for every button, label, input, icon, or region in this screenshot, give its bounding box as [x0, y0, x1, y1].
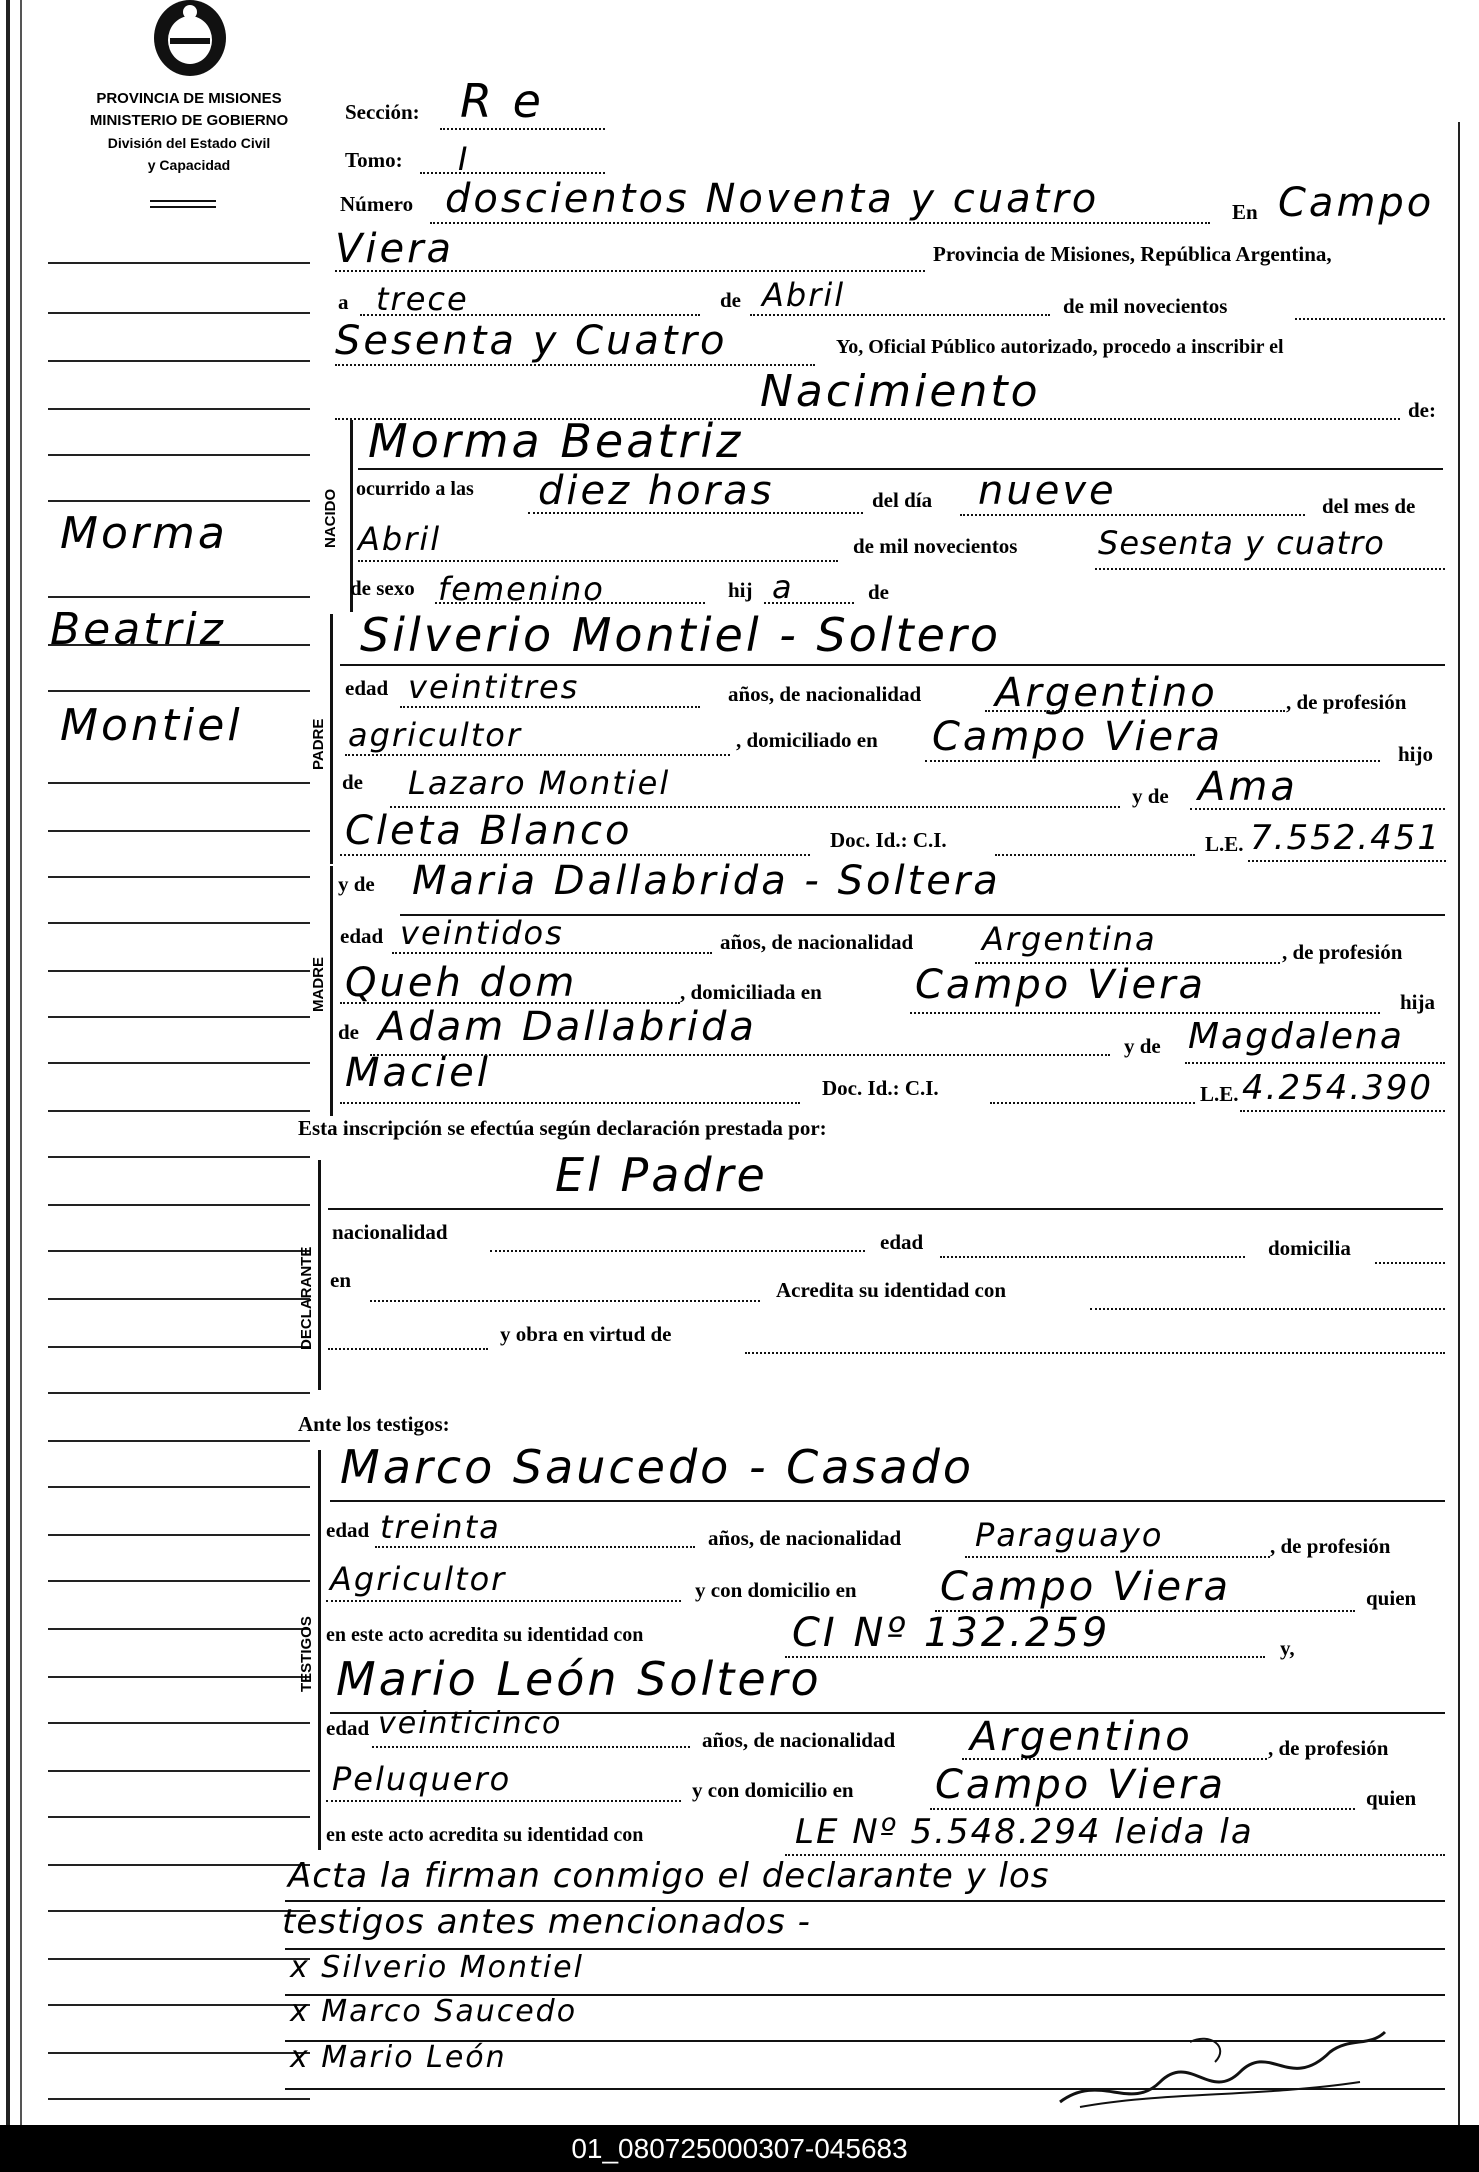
madre-edad-label: edad	[340, 924, 384, 948]
hora-value: diez horas	[538, 468, 775, 514]
margin-name-line1: Morma	[60, 508, 228, 559]
t1-edad-line	[375, 1546, 695, 1548]
cierre-line2: testigos antes mencionados -	[282, 1902, 811, 1942]
t1-dom-label: y con domicilio en	[695, 1578, 857, 1602]
t1-nombre-value: Marco Saucedo - Casado	[340, 1440, 974, 1494]
de2-label: de	[868, 580, 889, 604]
tomo-line	[420, 172, 605, 174]
t1-nac-line	[965, 1556, 1270, 1558]
hij-label: hij	[728, 578, 753, 602]
margin-name-line2: Beatriz	[50, 604, 226, 655]
declarante-obra-label: y obra en virtud de	[500, 1322, 672, 1346]
del-dia-label: del día	[872, 488, 933, 512]
t2-quien-label: quien	[1366, 1786, 1417, 1810]
padre-doc-label: Doc. Id.: C.I.	[830, 828, 947, 852]
t2-prof-value: Peluquero	[332, 1760, 512, 1798]
padre-edad-value: veintitres	[408, 668, 580, 706]
t1-acto-label: en este acto acredita su identidad con	[326, 1624, 644, 1646]
padre-dom-label: , domiciliado en	[736, 728, 878, 752]
header-ministry: MINISTERIO DE GOBIERNO	[89, 112, 289, 129]
t1-nombre-line	[330, 1500, 1445, 1502]
seccion-label: Sección:	[345, 100, 420, 124]
madre-label: MADRE	[310, 957, 327, 1012]
t1-doc-line	[785, 1656, 1265, 1658]
padre-doc-line	[995, 854, 1195, 856]
madre-dom-line	[910, 1012, 1380, 1014]
lugar-line	[335, 270, 925, 272]
a-label: a	[338, 290, 349, 314]
ante-label: Ante los testigos:	[298, 1412, 450, 1436]
inscripcion-label: Esta inscripción se efectúa según declaración prestada por:	[298, 1116, 827, 1140]
sexo-value: femenino	[438, 570, 605, 608]
declarante-obra-line1	[328, 1348, 488, 1350]
header-province: PROVINCIA DE MISIONES	[96, 90, 282, 107]
padre-le-value: 7.552.451	[1250, 818, 1442, 858]
t1-anos-label: años, de nacionalidad	[708, 1526, 902, 1550]
mes-nac-line	[358, 560, 838, 562]
header-capacity: y Capacidad	[147, 157, 231, 173]
acto-value: Nacimiento	[760, 366, 1041, 417]
padre-le-label: L.E.	[1205, 832, 1244, 856]
madre-dom-value: Campo Viera	[915, 962, 1207, 1008]
firma-marco: x Marco Saucedo	[290, 1994, 578, 2029]
padre-nac-value: Argentino	[995, 670, 1218, 716]
padre-de-label: de	[342, 770, 363, 794]
t1-prof-line	[326, 1600, 681, 1602]
padre-nac-line	[985, 710, 1285, 712]
numero-label: Número	[340, 192, 414, 216]
t1-edad-value: treinta	[380, 1508, 501, 1546]
page-edge-line	[6, 0, 10, 2125]
madre-madre-line	[1185, 1062, 1445, 1064]
declarante-en-line	[370, 1300, 760, 1302]
dia-value: trece	[376, 280, 469, 318]
mes-line	[750, 314, 1050, 316]
t2-dom-line	[930, 1808, 1355, 1810]
anio-nac-line	[1095, 568, 1445, 570]
yo-label: Yo, Oficial Público autorizado, procedo a inscribir el	[836, 336, 1284, 358]
provincia-label: Provincia de Misiones, República Argentina,	[933, 242, 1332, 266]
en-value: Campo	[1278, 180, 1435, 226]
t1-edad-label: edad	[326, 1518, 370, 1542]
t2-prof-line	[326, 1800, 681, 1802]
t2-doc-value: LE Nº 5.548.294 leida la	[795, 1812, 1254, 1852]
numero-line	[430, 222, 1210, 224]
mes-value: Abril	[762, 276, 846, 314]
t2-nac-value: Argentino	[970, 1714, 1193, 1760]
firma-silverio: x Silverio Montiel	[290, 1950, 584, 1985]
padre-label: PADRE	[310, 718, 327, 770]
madre-edad-line	[392, 952, 712, 954]
document-id-footer: 01_080725000307-045683	[0, 2125, 1479, 2172]
t2-edad-value: veinticinco	[378, 1706, 563, 1741]
t1-dom-value: Campo Viera	[940, 1564, 1232, 1610]
madre-madre-value: Magdalena	[1188, 1016, 1404, 1057]
lugar-value: Viera	[335, 226, 455, 272]
coat-of-arms-seal	[146, 0, 234, 82]
padre-madre2-line	[340, 854, 810, 856]
t2-edad-label: edad	[326, 1716, 370, 1740]
de-mil-line	[1295, 318, 1445, 320]
sexo-label: de sexo	[350, 576, 415, 600]
madre-anos-label: años, de nacionalidad	[720, 930, 914, 954]
firma-mario: x Mario León	[290, 2040, 507, 2075]
madre-nac-value: Argentina	[982, 920, 1157, 958]
madre-dom-label: , domiciliada en	[680, 980, 822, 1004]
de-label: de	[720, 288, 741, 312]
declarante-dom-label: domicilia	[1268, 1236, 1351, 1260]
hij-line	[764, 602, 854, 604]
madre-edad-value: veintidos	[400, 914, 564, 952]
declarante-obra-line2	[745, 1352, 1445, 1354]
declarante-en-label: en	[330, 1268, 351, 1292]
madre-y-de2-label: y de	[1124, 1034, 1161, 1058]
madre-padre-value: Adam Dallabrida	[378, 1004, 757, 1050]
header-underline	[150, 206, 216, 208]
t2-dom-value: Campo Viera	[935, 1762, 1227, 1808]
nacido-label: NACIDO	[322, 488, 339, 548]
del-mes-label: del mes de	[1322, 494, 1416, 518]
declarante-bracket	[318, 1160, 321, 1390]
header-block	[58, 88, 320, 176]
madre-de-label: de	[338, 1020, 359, 1044]
en-label: En	[1232, 200, 1258, 224]
padre-madre2-value: Cleta Blanco	[345, 808, 633, 854]
padre-padre-value: Lazaro Montiel	[408, 764, 671, 802]
t1-nac-value: Paraguayo	[975, 1516, 1164, 1554]
sexo-line	[435, 602, 705, 604]
madre-madre2-value: Maciel	[345, 1050, 491, 1096]
tomo-value: I	[458, 140, 471, 178]
declarante-line	[328, 1208, 1443, 1210]
tomo-label: Tomo:	[345, 148, 403, 172]
madre-prof-label: , de profesión	[1282, 940, 1403, 964]
padre-bracket	[330, 614, 333, 864]
anio-nac-value: Sesenta y cuatro	[1098, 524, 1385, 562]
madre-le-value: 4.254.390	[1242, 1068, 1434, 1108]
madre-y-de-label: y de	[338, 872, 375, 896]
dia-line	[360, 314, 700, 316]
mes-nac-value: Abril	[358, 520, 442, 558]
declarante-nac-label: nacionalidad	[332, 1220, 448, 1244]
de-mil-label: de mil novecientos	[1063, 294, 1228, 318]
padre-nombre-value: Silverio Montiel - Soltero	[360, 608, 1001, 662]
hora-line	[528, 512, 863, 514]
declarante-nac-line	[490, 1250, 865, 1252]
cierre-line1: Acta la firman conmigo el declarante y los	[288, 1856, 1050, 1896]
t1-prof-value: Agricultor	[330, 1560, 507, 1598]
testigos-bracket	[318, 1450, 321, 1850]
madre-hija-label: hija	[1400, 990, 1436, 1014]
padre-madre-value: Ama	[1198, 764, 1298, 810]
madre-doc-line	[990, 1102, 1195, 1104]
padre-edad-line	[400, 706, 700, 708]
padre-dom-line	[925, 760, 1380, 762]
padre-nombre-line	[340, 664, 1445, 666]
declarante-edad-label: edad	[880, 1230, 924, 1254]
official-signature	[1040, 2012, 1400, 2122]
numero-value: doscientos Noventa y cuatro	[445, 176, 1100, 222]
margin-name-line3: Montiel	[60, 700, 243, 751]
t1-quien-label: quien	[1366, 1586, 1417, 1610]
dia-nac-line	[960, 514, 1305, 516]
anio-line	[335, 364, 815, 366]
nombre-line	[358, 468, 1443, 470]
t2-nombre-value: Mario León Soltero	[336, 1652, 822, 1706]
declarante-acredita-line	[1090, 1308, 1445, 1310]
header-underline	[150, 200, 216, 202]
madre-doc-label: Doc. Id.: C.I.	[822, 1076, 939, 1100]
padre-madre-line	[1190, 808, 1445, 810]
madre-madre2-line	[340, 1102, 800, 1104]
padre-y-de-label: y de	[1132, 784, 1169, 808]
t2-nac-line	[962, 1758, 1267, 1760]
t2-anos-label: años, de nacionalidad	[702, 1728, 896, 1752]
de-colon-label: de:	[1408, 398, 1436, 422]
padre-prof-line	[345, 754, 730, 756]
declarante-dom-line	[1375, 1262, 1445, 1264]
t1-doc-value: CI Nº 132.259	[792, 1610, 1111, 1656]
dia-nac-value: nueve	[978, 468, 1117, 514]
nombre-value: Morma Beatriz	[368, 414, 744, 468]
hij-suffix-value: a	[772, 568, 794, 606]
padre-dom-value: Campo Viera	[932, 714, 1224, 760]
padre-hijo-label: hijo	[1398, 742, 1434, 766]
right-border	[1458, 122, 1460, 2132]
padre-edad-label: edad	[345, 676, 389, 700]
madre-nombre-value: Maria Dallabrida - Soltera	[412, 858, 1001, 904]
t2-dom-label: y con domicilio en	[692, 1778, 854, 1802]
declarante-acredita-label: Acredita su identidad con	[776, 1278, 1007, 1302]
testigos-label: TESTIGOS	[298, 1616, 315, 1692]
ocurrido-label: ocurrido a las	[356, 478, 474, 500]
padre-anos-label: años, de nacionalidad	[728, 682, 922, 706]
t2-edad-line	[372, 1746, 690, 1748]
header-division: División del Estado Civil	[107, 135, 271, 151]
declarante-label: DECLARANTE	[298, 1246, 315, 1350]
anio-value: Sesenta y Cuatro	[335, 318, 728, 364]
t2-acto-label: en este acto acredita su identidad con	[326, 1824, 644, 1846]
madre-prof-value: Queh dom	[345, 960, 578, 1006]
declarante-value: El Padre	[555, 1148, 768, 1202]
madre-le-label: L.E.	[1200, 1082, 1239, 1106]
padre-prof-value: agricultor	[348, 716, 523, 754]
madre-le-line	[1240, 1110, 1445, 1112]
page-edge-line	[20, 0, 22, 2125]
t1-prof-label: , de profesión	[1270, 1534, 1391, 1558]
padre-le-line	[1248, 860, 1446, 862]
declarante-edad-line	[940, 1256, 1245, 1258]
t2-prof-label: , de profesión	[1268, 1736, 1389, 1760]
de-mil2-label: de mil novecientos	[853, 534, 1018, 558]
t1-y-label: y,	[1280, 1636, 1295, 1660]
seccion-value: R e	[460, 74, 544, 128]
padre-prof-label: , de profesión	[1286, 690, 1407, 714]
seccion-line	[440, 128, 605, 130]
madre-bracket	[330, 866, 333, 1116]
